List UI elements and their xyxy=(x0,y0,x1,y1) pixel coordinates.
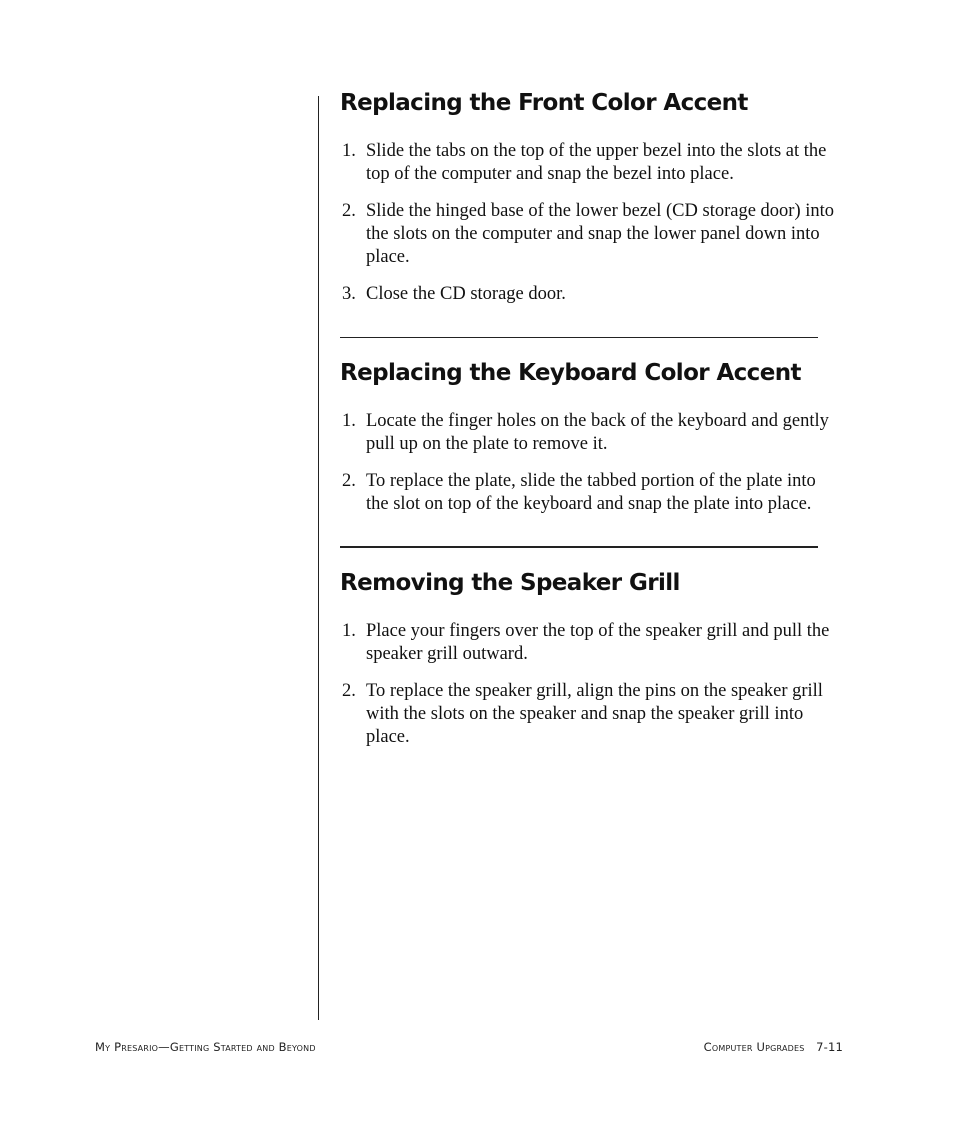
footer-chapter xyxy=(704,1040,843,1054)
step-number: 2. xyxy=(342,471,356,491)
section-speaker-grill xyxy=(340,570,840,763)
step-number: 2. xyxy=(342,681,356,701)
step-text: Place your fingers over the top of the speaker grill and pull the speaker grill outward. xyxy=(366,621,830,664)
list-item xyxy=(340,470,840,516)
section-heading: Replacing the Keyboard Color Accent xyxy=(340,360,801,386)
step-number: 1. xyxy=(342,141,356,161)
footer-book-title: My Presario—Getting Started and Beyond xyxy=(95,1040,316,1054)
margin-vertical-rule xyxy=(318,96,319,1020)
list-item xyxy=(340,410,840,456)
step-text: Locate the finger holes on the back of the keyboard and gently pull up on the plate to remove it. xyxy=(366,411,829,454)
step-number: 1. xyxy=(342,411,356,431)
step-text: Close the CD storage door. xyxy=(366,284,566,304)
step-text: Slide the tabs on the top of the upper bezel into the slots at the top of the computer and snap the bezel into place. xyxy=(366,141,827,184)
step-text: Slide the hinged base of the lower bezel (CD storage door) into the slots on the computer and snap the lower panel down into place. xyxy=(366,201,835,267)
list-item xyxy=(340,680,840,749)
section-heading: Removing the Speaker Grill xyxy=(340,570,680,596)
steps-list xyxy=(340,410,840,516)
step-number: 3. xyxy=(342,284,356,304)
section-divider xyxy=(340,546,818,548)
list-item xyxy=(340,200,840,269)
steps-list xyxy=(340,140,840,306)
steps-list xyxy=(340,620,840,749)
list-item xyxy=(340,283,840,306)
section-keyboard-color-accent xyxy=(340,360,840,530)
page-number: 7-11 xyxy=(816,1040,843,1054)
section-heading: Replacing the Front Color Accent xyxy=(340,90,748,116)
section-divider xyxy=(340,337,818,338)
section-front-color-accent xyxy=(340,90,840,320)
list-item xyxy=(340,620,840,666)
list-item xyxy=(340,140,840,186)
step-text: To replace the plate, slide the tabbed portion of the plate into the slot on top of the keyboard and snap the plate into place. xyxy=(366,471,816,514)
step-number: 2. xyxy=(342,201,356,221)
footer-chapter-title: Computer Upgrades xyxy=(703,1040,805,1054)
step-number: 1. xyxy=(342,621,356,641)
step-text: To replace the speaker grill, align the pins on the speaker grill with the slots on the speaker and snap the speaker grill into place. xyxy=(366,681,823,747)
